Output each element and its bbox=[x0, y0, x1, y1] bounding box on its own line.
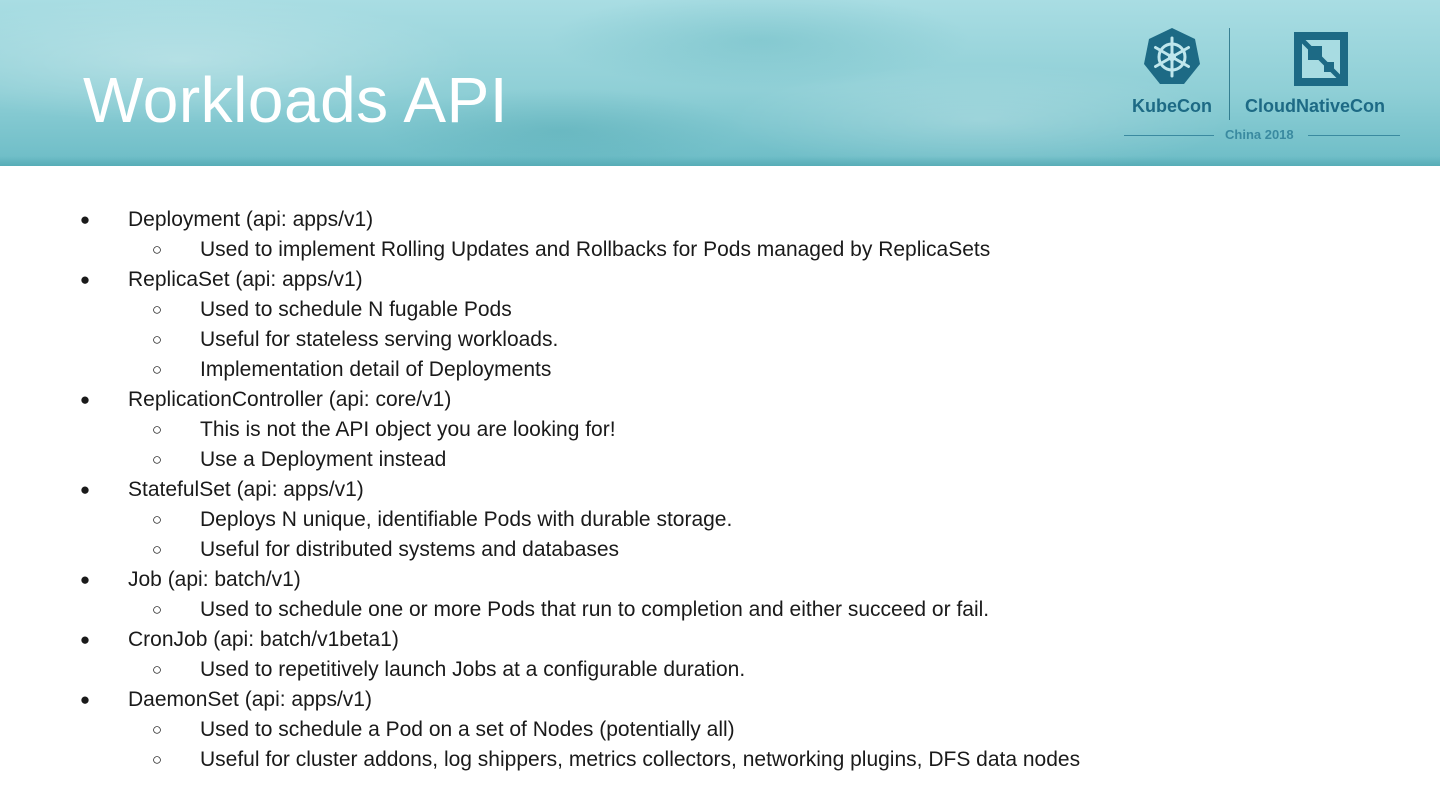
sub-bullet-marker: ○ bbox=[151, 600, 163, 619]
bullet-marker: ● bbox=[79, 570, 91, 589]
sub-bullet-marker: ○ bbox=[151, 420, 163, 439]
bullet-text: Job (api: batch/v1) bbox=[128, 568, 301, 591]
bullet-text: ReplicationController (api: core/v1) bbox=[128, 388, 452, 411]
sub-bullet-item bbox=[0, 415, 1440, 445]
bullet-item bbox=[0, 685, 1440, 715]
bullet-list bbox=[0, 205, 1440, 775]
bullet-item bbox=[0, 385, 1440, 415]
sub-bullet-item bbox=[0, 715, 1440, 745]
sub-bullet-marker: ○ bbox=[151, 330, 163, 349]
bullet-item bbox=[0, 205, 1440, 235]
sub-bullet-text: This is not the API object you are looking for! bbox=[200, 418, 616, 441]
bullet-marker: ● bbox=[79, 210, 91, 229]
bullet-marker: ● bbox=[79, 270, 91, 289]
bullet-item bbox=[0, 625, 1440, 655]
sub-bullet-marker: ○ bbox=[151, 540, 163, 559]
sub-bullet-item bbox=[0, 295, 1440, 325]
sub-bullet-text: Implementation detail of Deployments bbox=[200, 358, 552, 381]
cncf-icon bbox=[1294, 32, 1348, 86]
sub-bullet-marker: ○ bbox=[151, 360, 163, 379]
bullet-item bbox=[0, 565, 1440, 595]
sub-bullet-text: Used to repetitively launch Jobs at a configurable duration. bbox=[200, 658, 746, 681]
cloudnativecon-wordmark: CloudNativeCon bbox=[1245, 96, 1386, 116]
sub-bullet-item bbox=[0, 235, 1440, 265]
sub-bullet-text: Deploys N unique, identifiable Pods with durable storage. bbox=[200, 508, 733, 531]
sub-bullet-text: Useful for cluster addons, log shippers, metrics collectors, networking plugins, DFS data nodes bbox=[200, 748, 1081, 771]
bullet-text: DaemonSet (api: apps/v1) bbox=[128, 688, 372, 711]
bullet-marker: ● bbox=[79, 690, 91, 709]
sub-bullet-text: Used to schedule a Pod on a set of Nodes (potentially all) bbox=[200, 718, 735, 741]
sub-bullet-marker: ○ bbox=[151, 240, 163, 259]
sub-bullet-marker: ○ bbox=[151, 450, 163, 469]
sub-bullet-text: Use a Deployment instead bbox=[200, 448, 447, 471]
slide-body bbox=[0, 205, 1440, 775]
sub-bullet-item bbox=[0, 445, 1440, 475]
slide-title: Workloads API bbox=[83, 64, 509, 136]
header-banner bbox=[0, 0, 1440, 166]
bullet-text: Deployment (api: apps/v1) bbox=[128, 208, 374, 231]
bullet-marker: ● bbox=[79, 480, 91, 499]
logo-divider bbox=[1229, 28, 1230, 120]
sub-bullet-text: Used to schedule one or more Pods that run to completion and either succeed or fail. bbox=[200, 598, 990, 621]
sub-bullet-text: Useful for distributed systems and databases bbox=[200, 538, 620, 561]
sub-bullet-item bbox=[0, 745, 1440, 775]
sub-bullet-item bbox=[0, 325, 1440, 355]
sub-bullet-text: Useful for stateless serving workloads. bbox=[200, 328, 559, 351]
sub-bullet-item bbox=[0, 355, 1440, 385]
kubernetes-helm-icon bbox=[1142, 26, 1202, 88]
sub-bullet-marker: ○ bbox=[151, 750, 163, 769]
sub-bullet-item bbox=[0, 535, 1440, 565]
bullet-marker: ● bbox=[79, 630, 91, 649]
sub-bullet-marker: ○ bbox=[151, 510, 163, 529]
kubecon-wordmark: KubeCon bbox=[1132, 96, 1212, 116]
sub-bullet-item bbox=[0, 595, 1440, 625]
sub-bullet-marker: ○ bbox=[151, 300, 163, 319]
sub-bullet-marker: ○ bbox=[151, 720, 163, 739]
bullet-item bbox=[0, 475, 1440, 505]
bullet-text: CronJob (api: batch/v1beta1) bbox=[128, 628, 399, 651]
bullet-item bbox=[0, 265, 1440, 295]
event-label: China 2018 bbox=[1225, 127, 1294, 142]
bullet-marker: ● bbox=[79, 390, 91, 409]
sub-bullet-text: Used to implement Rolling Updates and Rollbacks for Pods managed by ReplicaSets bbox=[200, 238, 991, 261]
bullet-text: StatefulSet (api: apps/v1) bbox=[128, 478, 364, 501]
event-rule-right bbox=[1308, 135, 1400, 136]
sub-bullet-text: Used to schedule N fugable Pods bbox=[200, 298, 512, 321]
sub-bullet-item bbox=[0, 655, 1440, 685]
sub-bullet-item bbox=[0, 505, 1440, 535]
event-rule-left bbox=[1124, 135, 1214, 136]
event-logo bbox=[1120, 22, 1410, 152]
sub-bullet-marker: ○ bbox=[151, 660, 163, 679]
bullet-text: ReplicaSet (api: apps/v1) bbox=[128, 268, 363, 291]
